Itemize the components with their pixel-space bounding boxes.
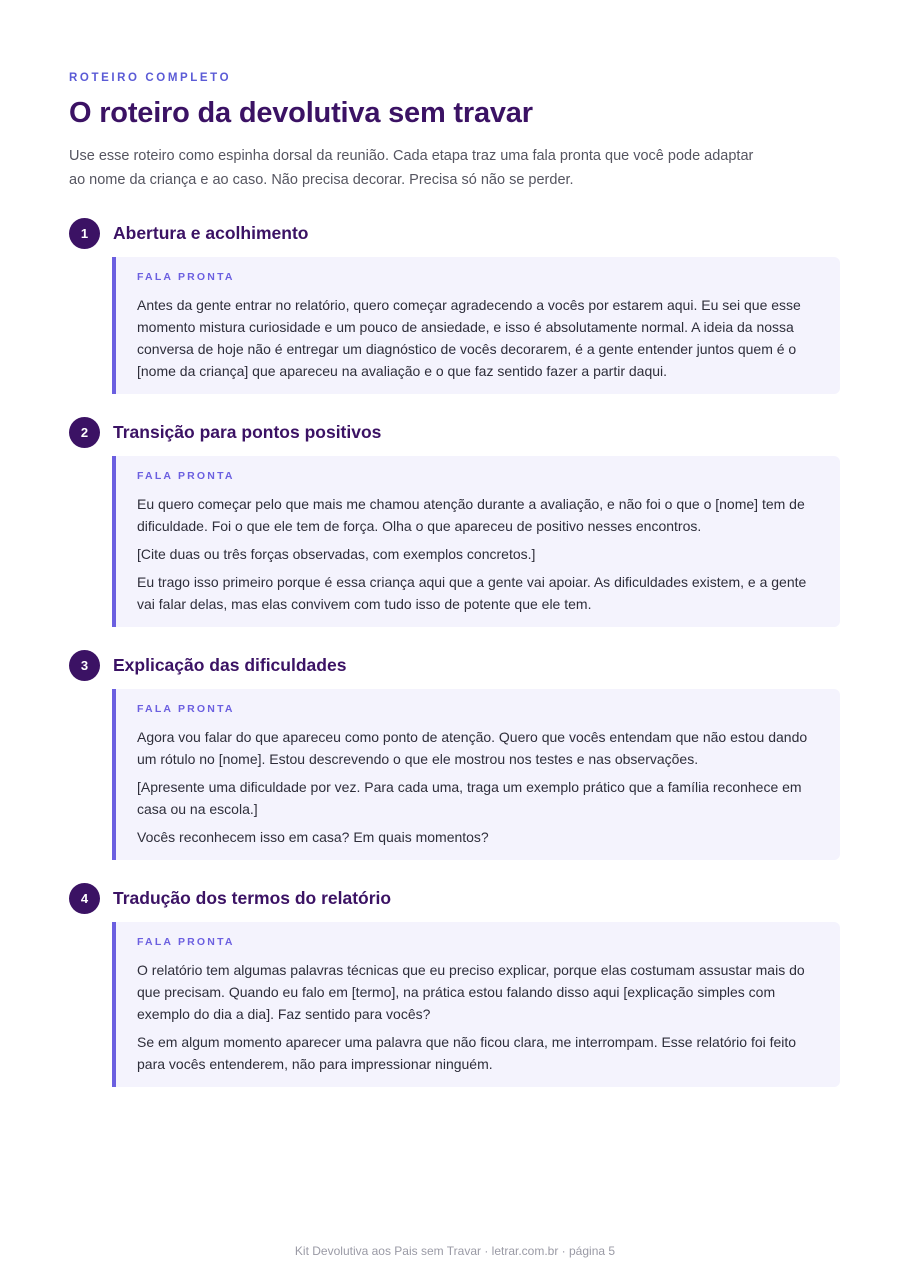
script-box bbox=[112, 456, 840, 627]
step-2 bbox=[69, 416, 840, 627]
step-title: Explicação das dificuldades bbox=[113, 654, 347, 675]
step-number-badge: 2 bbox=[69, 417, 100, 448]
step-header bbox=[69, 649, 840, 681]
step-1 bbox=[69, 217, 840, 394]
script-box bbox=[112, 922, 840, 1087]
script-box-label: FALA PRONTA bbox=[137, 936, 235, 948]
script-paragraph: Eu trago isso primeiro porque é essa criança aqui que a gente vai apoiar. As dificuldades existem, e a gente vai falar delas, mas elas convivem com tudo isso de potente que ele tem. bbox=[137, 574, 807, 612]
script-paragraph: Agora vou falar do que apareceu como ponto de atenção. Quero que vocês entendam que não estou dando um rótulo no [nome]. Estou descrevendo o que ele mostrou nos testes e nas observações. bbox=[137, 729, 808, 767]
section-eyebrow: ROTEIRO COMPLETO bbox=[69, 72, 232, 84]
script-paragraph: [Cite duas ou três forças observadas, com exemplos concretos.] bbox=[137, 546, 536, 562]
step-number-badge: 1 bbox=[69, 218, 100, 249]
step-title: Tradução dos termos do relatório bbox=[113, 887, 392, 908]
script-paragraph: O relatório tem algumas palavras técnicas que eu preciso explicar, porque elas costumam assustar mais do que precisam. Quando eu falo em [termo], na prática estou falando disso aqui [explicação simples com exemplo do dia a dia]. Faz sentido para vocês? bbox=[137, 962, 805, 1022]
script-paragraph: Antes da gente entrar no relatório, quero começar agradecendo a vocês por estarem aqui. Eu sei que esse momento mistura curiosidade e um pouco de ansiedade, e isso é absolutamente normal. A ideia da nossa conversa de hoje não é entregar um diagnóstico de vocês decorarem, é a gente entender juntos quem é o [nome da criança] que apareceu na avaliação e o que faz sentido fazer a partir daqui. bbox=[137, 297, 801, 379]
script-paragraph: Se em algum momento aparecer uma palavra que não ficou clara, me interrompam. Esse relatório foi feito para vocês entenderem, não para impressionar ninguém. bbox=[137, 1034, 797, 1072]
step-number-badge: 3 bbox=[69, 650, 100, 681]
script-paragraph: Vocês reconhecem isso em casa? Em quais momentos? bbox=[137, 829, 489, 845]
step-title: Transição para pontos positivos bbox=[113, 421, 382, 442]
script-box-label: FALA PRONTA bbox=[137, 703, 235, 715]
script-box-label: FALA PRONTA bbox=[137, 470, 235, 482]
script-paragraph: [Apresente uma dificuldade por vez. Para cada uma, traga um exemplo prático que a família reconhece em casa ou na escola.] bbox=[137, 779, 802, 817]
step-header bbox=[69, 416, 840, 448]
page-footer: Kit Devolutiva aos Pais sem Travar · letrar.com.br · página 5 bbox=[294, 1244, 616, 1258]
script-box bbox=[112, 689, 840, 860]
step-3 bbox=[69, 649, 840, 860]
steps-list bbox=[69, 217, 840, 1087]
script-box-label: FALA PRONTA bbox=[137, 271, 235, 283]
step-header bbox=[69, 217, 840, 249]
step-number-badge: 4 bbox=[69, 883, 100, 914]
step-header bbox=[69, 882, 840, 914]
page-title: O roteiro da devolutiva sem travar bbox=[69, 97, 533, 129]
step-title: Abertura e acolhimento bbox=[113, 222, 309, 243]
script-paragraph: Eu quero começar pelo que mais me chamou atenção durante a avaliação, e não foi o que o [nome] tem de dificuldade. Foi o que ele tem de força. Olha o que apareceu de positivo nesses encontros. bbox=[137, 496, 805, 534]
intro-paragraph: Use esse roteiro como espinha dorsal da reunião. Cada etapa traz uma fala pronta que você pode adaptar ao nome da criança e ao caso. Não precisa decorar. Precisa só não se perder. bbox=[69, 148, 754, 188]
step-4 bbox=[69, 882, 840, 1087]
script-box bbox=[112, 257, 840, 394]
document-page bbox=[69, 72, 840, 1109]
